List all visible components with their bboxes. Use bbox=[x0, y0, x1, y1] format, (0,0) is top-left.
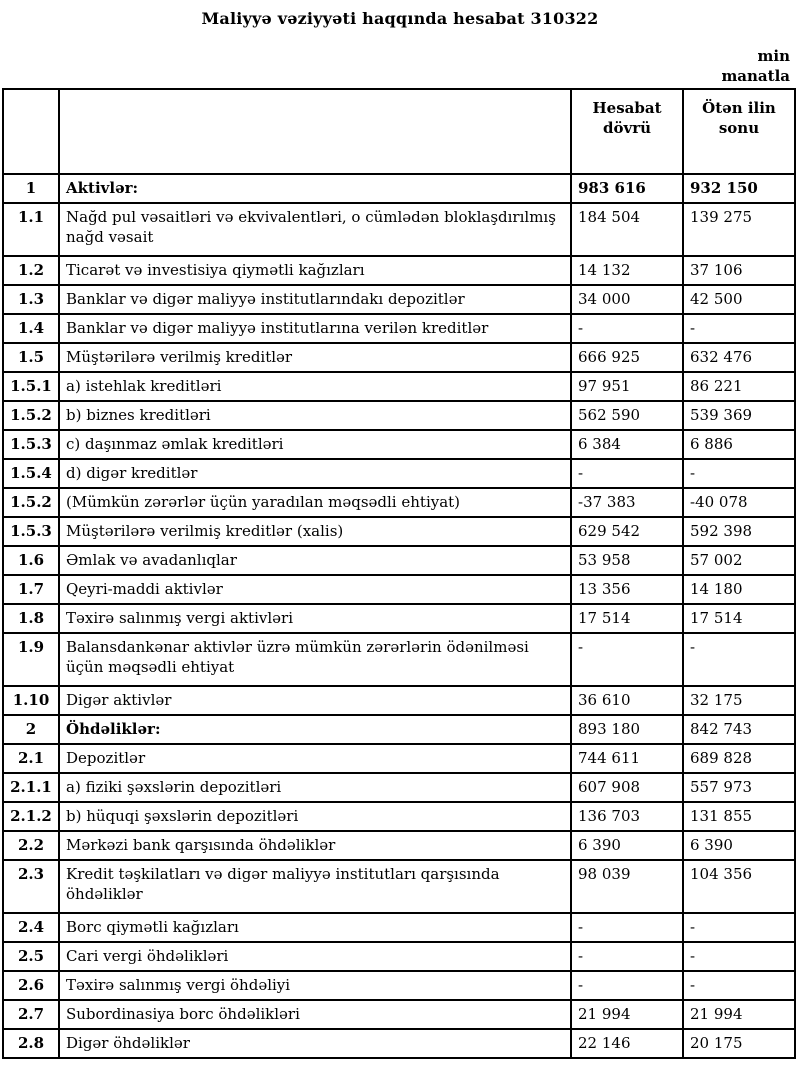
row-value-previous-cell: 689 828 bbox=[683, 744, 795, 773]
table-row bbox=[3, 517, 795, 546]
row-number-cell: 1.2 bbox=[3, 256, 59, 285]
row-description-cell: Təxirə salınmış vergi öhdəliyi bbox=[59, 971, 571, 1000]
table-row bbox=[3, 401, 795, 430]
row-number-cell: 1.4 bbox=[3, 314, 59, 343]
row-value-previous-cell: 131 855 bbox=[683, 802, 795, 831]
row-description-cell: Cari vergi öhdəlikləri bbox=[59, 942, 571, 971]
row-value-previous-cell: 14 180 bbox=[683, 575, 795, 604]
row-value-previous-cell: - bbox=[683, 314, 795, 343]
header-row bbox=[3, 89, 795, 174]
row-value-current-cell: 13 356 bbox=[571, 575, 683, 604]
table-row bbox=[3, 1029, 795, 1058]
table-row bbox=[3, 459, 795, 488]
row-value-previous-cell: - bbox=[683, 459, 795, 488]
row-description-cell: Depozitlər bbox=[59, 744, 571, 773]
table-row bbox=[3, 604, 795, 633]
header-current-period: Hesabat dövrü bbox=[571, 89, 683, 174]
table-row bbox=[3, 546, 795, 575]
row-number-cell: 1.6 bbox=[3, 546, 59, 575]
row-value-current-cell: 6 390 bbox=[571, 831, 683, 860]
table-row bbox=[3, 715, 795, 744]
table-row bbox=[3, 203, 795, 256]
page-title: Maliyyə vəziyyəti haqqında hesabat 310322 bbox=[201, 9, 599, 28]
table-row bbox=[3, 744, 795, 773]
row-number-cell: 1.10 bbox=[3, 686, 59, 715]
row-value-current-cell: - bbox=[571, 314, 683, 343]
row-value-previous-cell: 104 356 bbox=[683, 860, 795, 913]
row-value-previous-cell: 32 175 bbox=[683, 686, 795, 715]
row-value-previous-cell: 6 886 bbox=[683, 430, 795, 459]
row-description-cell: b) biznes kreditləri bbox=[59, 401, 571, 430]
table-row bbox=[3, 773, 795, 802]
row-value-current-cell: 17 514 bbox=[571, 604, 683, 633]
row-value-current-cell: 21 994 bbox=[571, 1000, 683, 1029]
row-number-cell: 2 bbox=[3, 715, 59, 744]
row-number-cell: 1.3 bbox=[3, 285, 59, 314]
row-description-cell: Subordinasiya borc öhdəlikləri bbox=[59, 1000, 571, 1029]
row-value-current-cell: 36 610 bbox=[571, 686, 683, 715]
row-value-current-cell: 22 146 bbox=[571, 1029, 683, 1058]
table-row bbox=[3, 575, 795, 604]
row-value-current-cell: 744 611 bbox=[571, 744, 683, 773]
table-row bbox=[3, 314, 795, 343]
row-value-current-cell: 629 542 bbox=[571, 517, 683, 546]
row-number-cell: 2.2 bbox=[3, 831, 59, 860]
row-value-previous-cell: 57 002 bbox=[683, 546, 795, 575]
row-value-current-cell: 98 039 bbox=[571, 860, 683, 913]
financial-position-table bbox=[2, 88, 796, 1059]
row-description-cell: Mərkəzi bank qarşısında öhdəliklər bbox=[59, 831, 571, 860]
row-value-previous-cell: 17 514 bbox=[683, 604, 795, 633]
table-row bbox=[3, 860, 795, 913]
row-value-current-cell: 53 958 bbox=[571, 546, 683, 575]
row-description-cell: a) istehlak kreditləri bbox=[59, 372, 571, 401]
row-number-cell: 1.5.1 bbox=[3, 372, 59, 401]
header-number-cell bbox=[3, 89, 59, 174]
header-previous-period: Ötən ilin sonu bbox=[683, 89, 795, 174]
row-description-cell: Banklar və digər maliyyə institutlarındakı depozitlər bbox=[59, 285, 571, 314]
row-value-previous-cell: 932 150 bbox=[683, 174, 795, 203]
row-value-current-cell: 666 925 bbox=[571, 343, 683, 372]
row-number-cell: 1.9 bbox=[3, 633, 59, 686]
row-number-cell: 1.5.4 bbox=[3, 459, 59, 488]
row-description-cell: (Mümkün zərərlər üçün yaradılan məqsədli ehtiyat) bbox=[59, 488, 571, 517]
row-value-previous-cell: 557 973 bbox=[683, 773, 795, 802]
unit-note-line2: manatla bbox=[721, 67, 790, 85]
row-value-current-cell: 97 951 bbox=[571, 372, 683, 401]
row-value-previous-cell: 6 390 bbox=[683, 831, 795, 860]
row-description-cell: d) digər kreditlər bbox=[59, 459, 571, 488]
row-value-current-cell: 184 504 bbox=[571, 203, 683, 256]
table-row bbox=[3, 343, 795, 372]
table-row bbox=[3, 285, 795, 314]
row-number-cell: 2.7 bbox=[3, 1000, 59, 1029]
row-number-cell: 2.5 bbox=[3, 942, 59, 971]
row-value-current-cell: 562 590 bbox=[571, 401, 683, 430]
row-value-previous-cell: 632 476 bbox=[683, 343, 795, 372]
row-number-cell: 2.6 bbox=[3, 971, 59, 1000]
row-value-previous-cell: 139 275 bbox=[683, 203, 795, 256]
row-description-cell: b) hüquqi şəxslərin depozitləri bbox=[59, 802, 571, 831]
row-number-cell: 1.5.3 bbox=[3, 430, 59, 459]
row-value-current-cell: - bbox=[571, 459, 683, 488]
row-value-current-cell: 607 908 bbox=[571, 773, 683, 802]
table-row bbox=[3, 488, 795, 517]
row-value-current-cell: -37 383 bbox=[571, 488, 683, 517]
row-number-cell: 1.7 bbox=[3, 575, 59, 604]
row-value-previous-cell: - bbox=[683, 913, 795, 942]
row-description-cell: Müştərilərə verilmiş kreditlər (xalis) bbox=[59, 517, 571, 546]
row-value-previous-cell: 42 500 bbox=[683, 285, 795, 314]
header-description-cell bbox=[59, 89, 571, 174]
table-row bbox=[3, 1000, 795, 1029]
table-row bbox=[3, 686, 795, 715]
row-value-current-cell: 136 703 bbox=[571, 802, 683, 831]
table-row bbox=[3, 971, 795, 1000]
row-value-previous-cell: 539 369 bbox=[683, 401, 795, 430]
row-value-previous-cell: - bbox=[683, 942, 795, 971]
row-value-previous-cell: 842 743 bbox=[683, 715, 795, 744]
row-value-current-cell: 14 132 bbox=[571, 256, 683, 285]
row-number-cell: 2.8 bbox=[3, 1029, 59, 1058]
row-number-cell: 1.5.2 bbox=[3, 401, 59, 430]
unit-note bbox=[721, 46, 790, 86]
row-number-cell: 1.5.2 bbox=[3, 488, 59, 517]
row-number-cell: 1.5.3 bbox=[3, 517, 59, 546]
row-description-cell: Kredit təşkilatları və digər maliyyə institutları qarşısında öhdəliklər bbox=[59, 860, 571, 913]
row-number-cell: 1 bbox=[3, 174, 59, 203]
row-description-cell: c) daşınmaz əmlak kreditləri bbox=[59, 430, 571, 459]
unit-note-line1: min bbox=[757, 47, 790, 65]
row-value-current-cell: - bbox=[571, 942, 683, 971]
row-number-cell: 1.8 bbox=[3, 604, 59, 633]
row-value-current-cell: 34 000 bbox=[571, 285, 683, 314]
row-description-cell: Nağd pul vəsaitləri və ekvivalentləri, o cümlədən bloklaşdırılmış nağd vəsait bbox=[59, 203, 571, 256]
table-row bbox=[3, 633, 795, 686]
table-row bbox=[3, 942, 795, 971]
row-description-cell: Öhdəliklər: bbox=[59, 715, 571, 744]
row-value-current-cell: 983 616 bbox=[571, 174, 683, 203]
row-value-current-cell: 893 180 bbox=[571, 715, 683, 744]
row-description-cell: Digər öhdəliklər bbox=[59, 1029, 571, 1058]
row-value-previous-cell: 86 221 bbox=[683, 372, 795, 401]
row-value-previous-cell: -40 078 bbox=[683, 488, 795, 517]
row-description-cell: Aktivlər: bbox=[59, 174, 571, 203]
row-description-cell: Ticarət və investisiya qiymətli kağızları bbox=[59, 256, 571, 285]
table-row bbox=[3, 174, 795, 203]
table-row bbox=[3, 802, 795, 831]
row-description-cell: Borc qiymətli kağızları bbox=[59, 913, 571, 942]
table-row bbox=[3, 372, 795, 401]
row-number-cell: 2.3 bbox=[3, 860, 59, 913]
row-value-previous-cell: 20 175 bbox=[683, 1029, 795, 1058]
row-number-cell: 1.5 bbox=[3, 343, 59, 372]
table-row bbox=[3, 831, 795, 860]
row-value-previous-cell: 592 398 bbox=[683, 517, 795, 546]
row-number-cell: 2.1.2 bbox=[3, 802, 59, 831]
row-value-current-cell: 6 384 bbox=[571, 430, 683, 459]
row-description-cell: Təxirə salınmış vergi aktivləri bbox=[59, 604, 571, 633]
row-value-current-cell: - bbox=[571, 913, 683, 942]
row-number-cell: 2.4 bbox=[3, 913, 59, 942]
row-value-previous-cell: 37 106 bbox=[683, 256, 795, 285]
row-description-cell: a) fiziki şəxslərin depozitləri bbox=[59, 773, 571, 802]
table-row bbox=[3, 430, 795, 459]
table-row bbox=[3, 913, 795, 942]
row-value-current-cell: - bbox=[571, 633, 683, 686]
row-number-cell: 2.1.1 bbox=[3, 773, 59, 802]
row-description-cell: Qeyri-maddi aktivlər bbox=[59, 575, 571, 604]
row-value-previous-cell: - bbox=[683, 971, 795, 1000]
row-description-cell: Banklar və digər maliyyə institutlarına verilən kreditlər bbox=[59, 314, 571, 343]
row-value-current-cell: - bbox=[571, 971, 683, 1000]
row-description-cell: Balansdankənar aktivlər üzrə mümkün zərərlərin ödənilməsi üçün məqsədli ehtiyat bbox=[59, 633, 571, 686]
table-row bbox=[3, 256, 795, 285]
row-description-cell: Digər aktivlər bbox=[59, 686, 571, 715]
row-value-previous-cell: 21 994 bbox=[683, 1000, 795, 1029]
row-value-previous-cell: - bbox=[683, 633, 795, 686]
row-number-cell: 2.1 bbox=[3, 744, 59, 773]
row-number-cell: 1.1 bbox=[3, 203, 59, 256]
row-description-cell: Müştərilərə verilmiş kreditlər bbox=[59, 343, 571, 372]
row-description-cell: Əmlak və avadanlıqlar bbox=[59, 546, 571, 575]
